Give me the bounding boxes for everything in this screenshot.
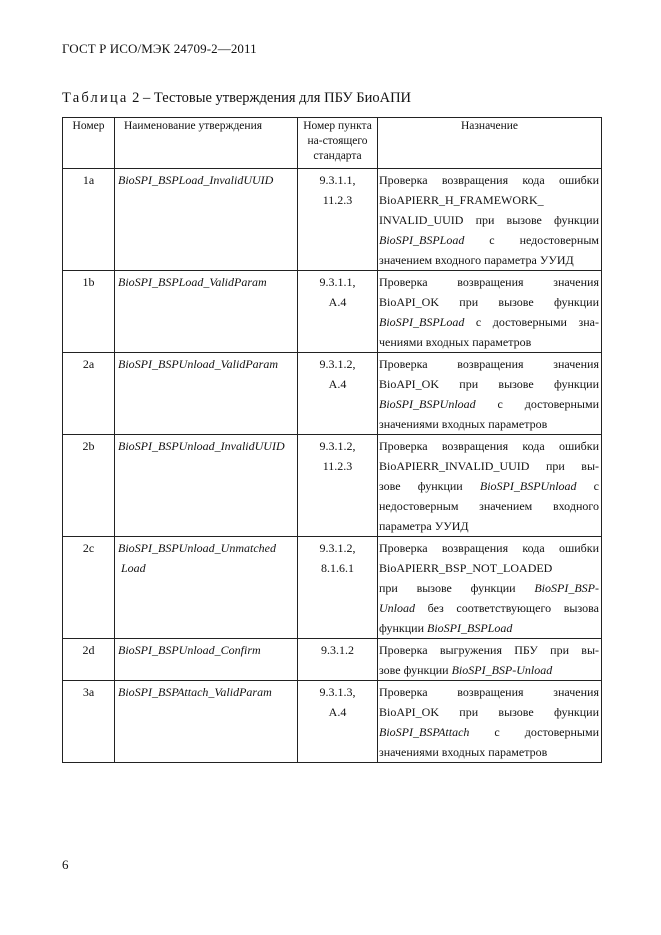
purpose-text: без соответствующего вызова [415, 601, 599, 615]
clause-cell [298, 537, 378, 639]
purpose-line [379, 230, 599, 250]
purpose-text: зове функции [379, 663, 452, 677]
table-row [63, 639, 602, 681]
assertion-name-cell [115, 353, 298, 435]
purpose-line [379, 394, 599, 414]
function-name: BioSPI_BSPUnload [479, 479, 577, 493]
purpose-line [379, 702, 599, 722]
table-body [63, 169, 602, 763]
purpose-line [379, 598, 599, 618]
purpose-cell [378, 169, 602, 271]
clause-cell [298, 681, 378, 763]
purpose-line [379, 250, 599, 270]
clause-cell [298, 353, 378, 435]
purpose-text: BioAPIERR_BSP_NOT_LOADED [379, 561, 553, 575]
header-clause [298, 118, 378, 169]
purpose-text: значениями входных параметров [379, 745, 548, 759]
clause-line: A.4 [328, 705, 347, 719]
function-name: BioSPI_BSPLoad [379, 233, 465, 247]
purpose-text: с достоверными зна- [464, 315, 599, 329]
purpose-line [379, 640, 599, 660]
table-caption [62, 90, 411, 107]
clause-line: A.4 [328, 377, 347, 391]
clause-line: 9.3.1.3, [319, 685, 356, 699]
row-number-cell: 2b [63, 435, 115, 537]
purpose-text: INVALID_UUID при вызове функции [379, 213, 599, 227]
assertion-name-cell [115, 681, 298, 763]
row-number-cell: 1a [63, 169, 115, 271]
purpose-cell [378, 353, 602, 435]
purpose-cell [378, 537, 602, 639]
purpose-cell [378, 681, 602, 763]
purpose-line [379, 292, 599, 312]
purpose-line [379, 456, 599, 476]
header-number: Номер [63, 118, 115, 169]
assertion-name-line: BioSPI_BSPAttach_ValidParam [118, 685, 272, 699]
assertion-name-line: BioSPI_BSPUnload_ValidParam [118, 357, 278, 371]
assertion-name-line: BioSPI_BSPUnload_InvalidUUID [118, 439, 285, 453]
purpose-text: Проверка выгружения ПБУ при вы- [379, 643, 599, 657]
purpose-cell [378, 435, 602, 537]
purpose-line [379, 354, 599, 374]
purpose-text: BioAPI_OK при вызове функции [379, 377, 599, 391]
purpose-line [379, 436, 599, 456]
purpose-line [379, 538, 599, 558]
function-name: BioSPI_BSP- [534, 581, 599, 595]
function-name: BioSPI_BSPUnload [379, 397, 476, 411]
assertion-name-line: BioSPI_BSPLoad_ValidParam [118, 275, 267, 289]
purpose-line [379, 170, 599, 190]
header-clause-text: Номер пункта на-стоящего стандарта [303, 120, 372, 162]
row-number-cell: 2d [63, 639, 115, 681]
page-number: 6 [62, 857, 69, 872]
clause-line: 8.1.6.1 [321, 561, 354, 575]
purpose-text: чениями входных параметров [379, 335, 532, 349]
purpose-text: значениями входных параметров [379, 417, 548, 431]
clause-line: 11.2.3 [322, 193, 353, 207]
table-row [63, 435, 602, 537]
purpose-text: Проверка возвращения значения [379, 357, 599, 371]
header-assertion-name: Наименование утверждения [115, 118, 298, 169]
purpose-text: BioAPI_OK при вызове функции [379, 705, 599, 719]
purpose-line [379, 374, 599, 394]
purpose-line [379, 618, 599, 638]
purpose-text: недостоверным значением входного [379, 499, 599, 513]
purpose-line [379, 272, 599, 292]
purpose-cell [378, 271, 602, 353]
purpose-text: BioAPIERR_H_FRAMEWORK_ [379, 193, 544, 207]
table-caption-label: Таблица [62, 90, 129, 106]
clause-line: 11.2.3 [322, 459, 353, 473]
assertion-name-cell [115, 169, 298, 271]
function-name: BioSPI_BSPLoad [379, 315, 465, 329]
purpose-line [379, 476, 599, 496]
table-row [63, 537, 602, 639]
table-row [63, 681, 602, 763]
function-name: BioSPI_BSPLoad [427, 621, 513, 635]
function-name: BioSPI_BSPAttach [379, 725, 470, 739]
header-purpose: Назначение [378, 118, 602, 169]
purpose-text: Проверка возвращения значения [379, 685, 599, 699]
clause-line: A.4 [328, 295, 347, 309]
assertion-name-line: BioSPI_BSPUnload_Unmatched [118, 541, 276, 555]
table-caption-title: – Тестовые утверждения для ПБУ БиоАПИ [139, 90, 412, 106]
clause-line: 9.3.1.2 [321, 643, 354, 657]
row-number-cell: 2a [63, 353, 115, 435]
clause-cell [298, 271, 378, 353]
purpose-text: значением входного параметра УУИД [379, 253, 574, 267]
assertion-name-cell [115, 537, 298, 639]
table-row [63, 271, 602, 353]
clause-line: 9.3.1.2, [319, 357, 356, 371]
function-name: BioSPI_BSP-Unload [451, 663, 553, 677]
assertion-name-line: BioSPI_BSPLoad_InvalidUUID [118, 173, 274, 187]
assertion-name-cell [115, 435, 298, 537]
row-number-cell: 3a [63, 681, 115, 763]
purpose-text: с [576, 479, 599, 493]
assertion-name-cell [115, 639, 298, 681]
purpose-text: Проверка возвращения кода ошибки [379, 173, 599, 187]
document-header: ГОСТ Р ИСО/МЭК 24709-2—2011 [62, 41, 257, 56]
row-number-cell: 2c [63, 537, 115, 639]
assertion-name-line: BioSPI_BSPUnload_Confirm [118, 643, 261, 657]
clause-line: 9.3.1.2, [319, 541, 356, 555]
purpose-line [379, 516, 599, 536]
purpose-line [379, 190, 599, 210]
clause-line: 9.3.1.1, [319, 173, 356, 187]
purpose-line [379, 558, 599, 578]
purpose-line [379, 312, 599, 332]
assertion-name-line: Load [121, 561, 146, 575]
purpose-line [379, 722, 599, 742]
purpose-line [379, 414, 599, 434]
clause-cell [298, 435, 378, 537]
purpose-line [379, 682, 599, 702]
clause-line: 9.3.1.2, [319, 439, 356, 453]
purpose-text: с достоверными [469, 725, 599, 739]
purpose-text: с недостоверным [464, 233, 599, 247]
purpose-text: при вызове функции [379, 581, 535, 595]
purpose-text: зове функции [379, 479, 480, 493]
clause-cell [298, 639, 378, 681]
purpose-text: BioAPIERR_INVALID_UUID при вы- [379, 459, 599, 473]
row-number-cell: 1b [63, 271, 115, 353]
purpose-line [379, 332, 599, 352]
purpose-line [379, 496, 599, 516]
assertion-name-cell [115, 271, 298, 353]
purpose-text: Проверка возвращения кода ошибки [379, 541, 599, 555]
table-row [63, 353, 602, 435]
purpose-text: Проверка возвращения кода ошибки [379, 439, 599, 453]
purpose-line [379, 210, 599, 230]
table-caption-number: 2 [132, 90, 140, 106]
purpose-cell [378, 639, 602, 681]
purpose-line [379, 660, 599, 680]
clause-cell [298, 169, 378, 271]
table-header-row [63, 118, 602, 169]
function-name: Unload [379, 601, 415, 615]
assertions-table [62, 117, 602, 763]
purpose-line [379, 578, 599, 598]
purpose-text: BioAPI_OK при вызове функции [379, 295, 599, 309]
purpose-text: Проверка возвращения значения [379, 275, 599, 289]
purpose-text: с достоверными [475, 397, 599, 411]
table-row [63, 169, 602, 271]
purpose-text: параметра УУИД [379, 519, 469, 533]
clause-line: 9.3.1.1, [319, 275, 356, 289]
purpose-text: функции [379, 621, 427, 635]
purpose-line [379, 742, 599, 762]
